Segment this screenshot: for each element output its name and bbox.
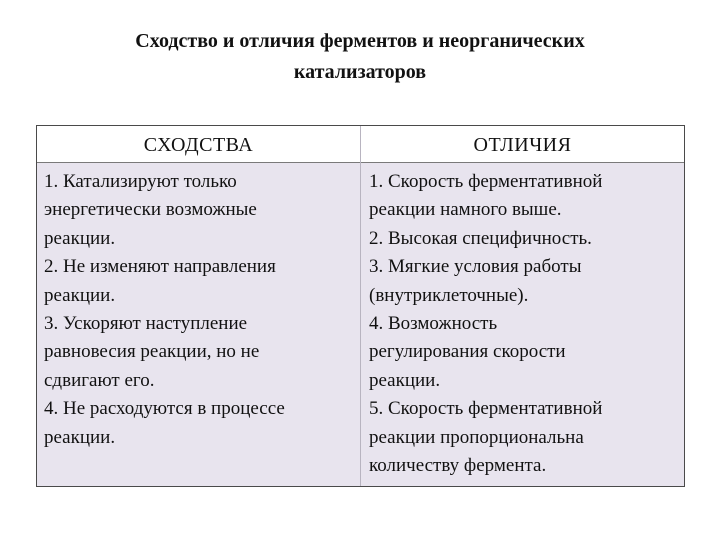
differences-line: 3. Мягкие условия работы: [369, 256, 582, 278]
differences-line: 4. Возможность: [369, 313, 498, 335]
similarities-header: СХОДСТВА: [143, 134, 254, 156]
similarities-line: энергетически возможные: [44, 199, 257, 221]
similarities-line: равновесия реакции, но не: [44, 341, 260, 363]
differences-line: 5. Скорость ферментативной: [369, 398, 603, 420]
differences-line: реакции намного выше.: [369, 199, 562, 221]
page-title: [0, 26, 720, 88]
similarities-line: 3. Ускоряют наступление: [44, 313, 248, 335]
similarities-line: реакции.: [44, 227, 116, 249]
similarities-line: реакции.: [44, 284, 116, 306]
column-divider: [360, 126, 361, 486]
similarities-line: 2. Не изменяют направления: [44, 256, 276, 278]
differences-line: (внутриклеточные).: [369, 284, 529, 306]
similarities-line: сдвигают его.: [44, 369, 155, 391]
differences-line: регулирования скорости: [369, 341, 566, 363]
comparison-table: [36, 125, 685, 487]
page-title-line-1: Сходство и отличия ферментов и неорганических: [135, 30, 585, 52]
similarities-line: реакции.: [44, 426, 116, 448]
differences-header: ОТЛИЧИЯ: [473, 134, 572, 156]
differences-line: реакции.: [369, 369, 441, 391]
page-title-line-2: катализаторов: [293, 61, 427, 83]
similarities-line: 1. Катализируют только: [44, 171, 237, 192]
differences-line: 2. Высокая специфичность.: [369, 227, 592, 249]
similarities-cell: [44, 168, 356, 452]
similarities-line: 4. Не расходуются в процессе: [44, 398, 285, 420]
differences-line: 1. Скорость ферментативной: [369, 171, 603, 192]
differences-line: реакции пропорциональна: [369, 426, 584, 448]
differences-line: количеству фермента.: [369, 455, 547, 477]
differences-cell: [369, 168, 681, 480]
